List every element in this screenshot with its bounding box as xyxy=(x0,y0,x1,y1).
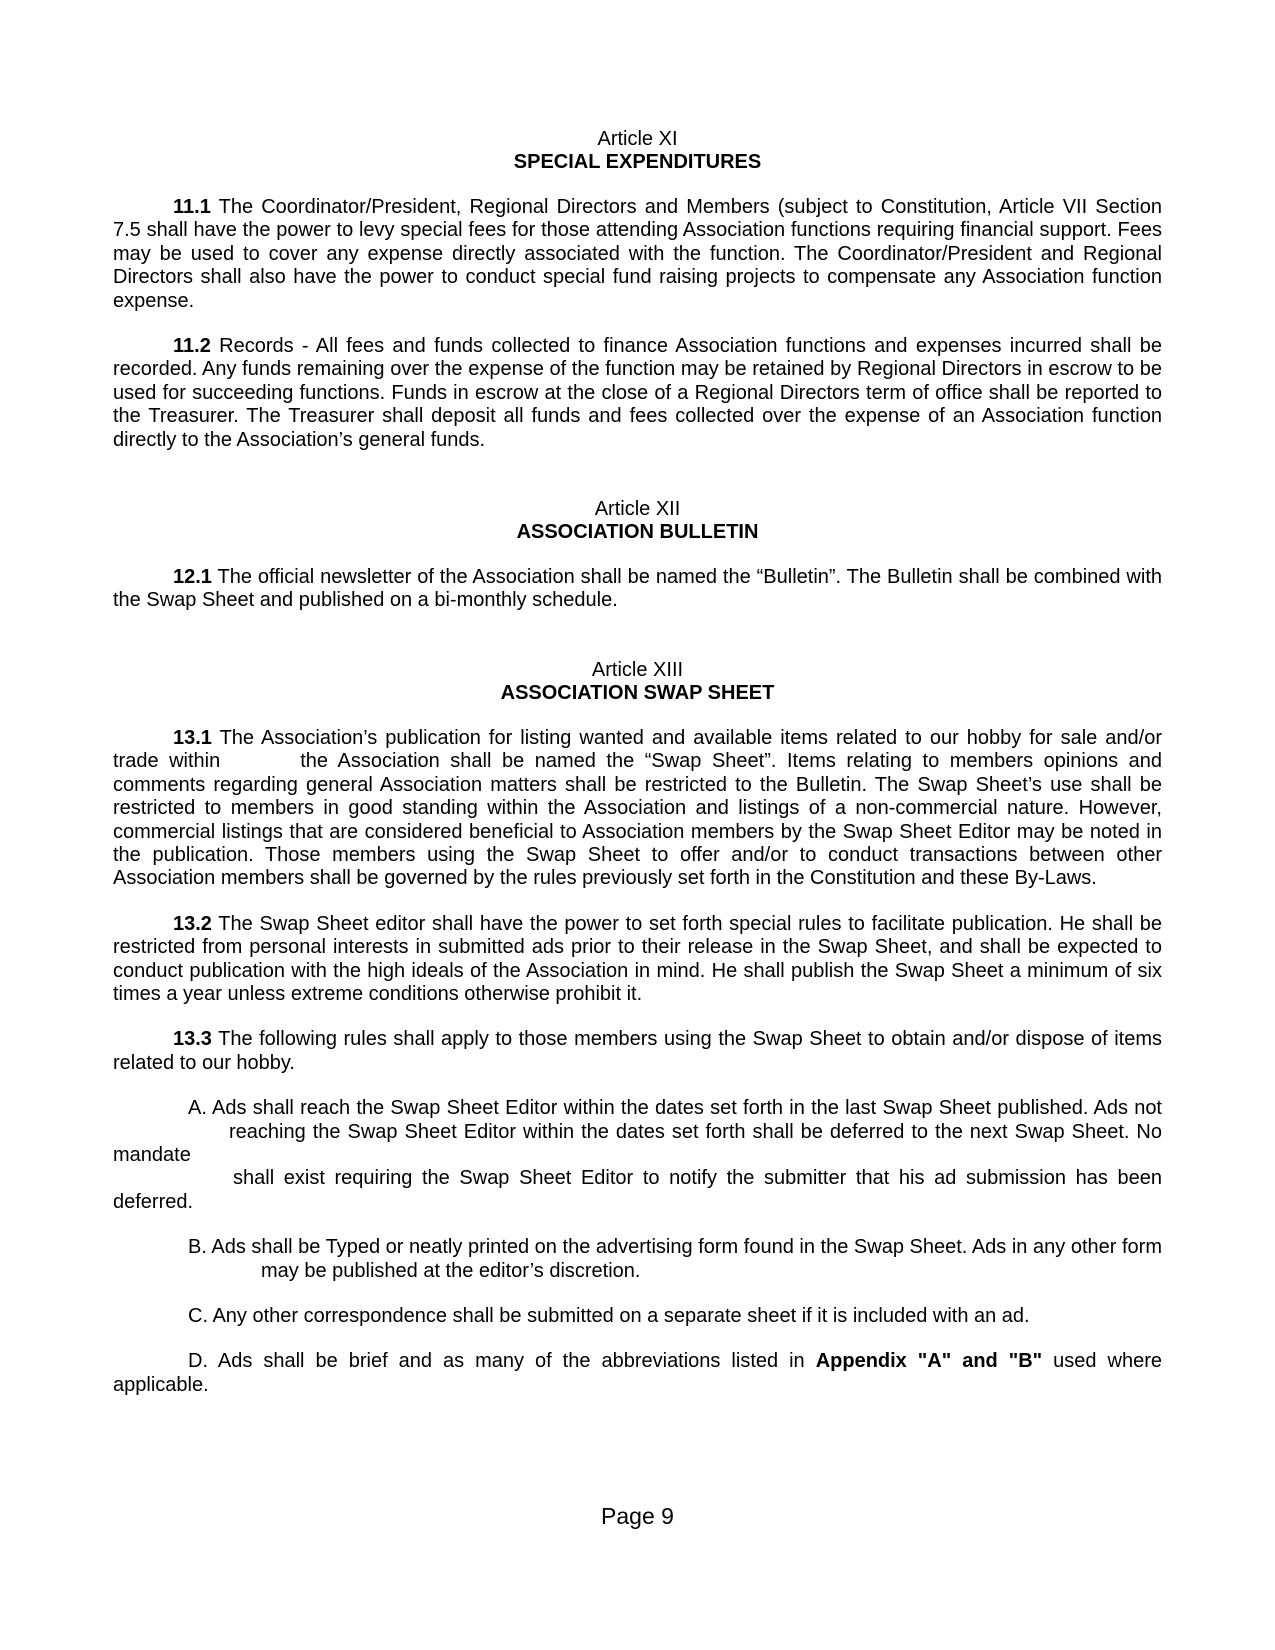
rule-d xyxy=(113,1350,1162,1397)
section-text: The Swap Sheet editor shall have the power to set forth special rules to facilitate publication. He shall be restricted from personal interests in submitted ads prior to their release in the Swap Sheet, and shall be expected to conduct publication with the high ideals of the Association in mind. He shall publish the Swap Sheet a minimum of six times a year unless extreme conditions otherwise prohibit it. xyxy=(113,912,1162,1005)
section-number: 11.2 xyxy=(173,335,211,358)
article-number: Article XIII xyxy=(591,658,684,681)
section-number: 13.2 xyxy=(173,912,212,935)
section-text: The following rules shall apply to those members using the Swap Sheet to obtain and/or dispose of items related to our hobby. xyxy=(113,1028,1163,1074)
appendix-reference: Appendix "A" and "B" xyxy=(815,1350,1043,1373)
section-12-1 xyxy=(113,566,1162,613)
article-title: SPECIAL EXPENDITURES xyxy=(513,151,762,173)
section-11-2 xyxy=(113,335,1162,452)
section-text-cont: the Association shall be named the “Swap Sheet”. Items relating to members opinions and comments regarding general Association matters shall be restricted to the Bulletin. The Swap Sheet’s use shall be restricted to members in good standing within the Association and listings of a non-commercial nature. However, commercial listings that are considered beneficial to Association members by the Swap Sheet Editor may be noted in the publication. Those members using the Swap Sheet to offer and/or to conduct transactions between other Association members shall be governed by the rules previously set forth in the Constitution and these By-Laws. xyxy=(113,750,1162,890)
article-heading xyxy=(113,659,1162,705)
rule-a-text-end: shall exist requiring the Swap Sheet Editor to notify the submitter that his ad submission has been deferred. xyxy=(113,1167,1162,1213)
article-heading xyxy=(113,128,1162,174)
section-11-1 xyxy=(113,196,1162,313)
article-heading xyxy=(113,498,1162,544)
rule-b xyxy=(113,1236,1162,1283)
section-13-1 xyxy=(113,727,1162,891)
section-number: 13.1 xyxy=(173,726,212,749)
rule-c-text: C. Any other correspondence shall be submitted on a separate sheet if it is included with an ad. xyxy=(188,1305,1030,1327)
rule-a xyxy=(113,1097,1162,1214)
section-text: The Coordinator/President, Regional Directors and Members (subject to Constitution, Article VII Section 7.5 shall have the power to levy special fees for those attending Association functions requiring financial support. Fees may be used to cover any expense directly associated with the function. The Coordinator/President and Regional Directors shall also have the power to conduct special fund raising projects to compensate any Association function expense. xyxy=(113,196,1163,312)
section-13-2 xyxy=(113,913,1162,1007)
rule-a-text: A. Ads shall reach the Swap Sheet Editor within the dates set forth in the last Swap Sheet published. Ads not xyxy=(188,1097,1162,1120)
rule-b-text: B. Ads shall be Typed or neatly printed on the advertising form found in the Swap Sheet. Ads in any other form xyxy=(188,1236,1162,1259)
rule-b-text-cont: may be published at the editor’s discretion. xyxy=(261,1259,641,1282)
rule-d-text: D. Ads shall be brief and as many of the abbreviations listed in xyxy=(188,1350,805,1373)
section-text: The Association’s publication for listing wanted and available items related to our hobby for sale and/or trade within xyxy=(113,726,1162,773)
section-lead: Records - xyxy=(219,335,309,358)
article-title: ASSOCIATION SWAP SHEET xyxy=(500,681,775,704)
article-number: Article XII xyxy=(594,498,681,521)
article-title: ASSOCIATION BULLETIN xyxy=(516,521,759,544)
section-number: 13.3 xyxy=(173,1028,212,1051)
page-number: Page 9 xyxy=(601,1503,674,1529)
article-number: Article XI xyxy=(597,128,678,150)
document-page xyxy=(113,128,1162,1397)
section-13-3 xyxy=(113,1028,1162,1075)
section-number: 11.1 xyxy=(173,196,211,218)
rule-a-text-cont: reaching the Swap Sheet Editor within the dates set forth shall be deferred to the next Swap Sheet. No mandate xyxy=(113,1120,1162,1166)
section-text: All fees and funds collected to finance Association functions and expenses incurred shall be recorded. Any funds remaining over the expense of the function may be retained by Regional Directors in escrow to be used for succeeding functions. Funds in escrow at the close of a Regional Directors term of office shall be reported to the Treasurer. The Treasurer shall deposit all funds and fees collected over the expense of an Association function directly to the Association’s general funds. xyxy=(113,335,1162,451)
rule-c xyxy=(113,1305,1162,1328)
section-text: The official newsletter of the Association shall be named the “Bulletin”. The Bulletin shall be combined with the Swap Sheet and published on a bi-monthly schedule. xyxy=(113,566,1162,612)
rule-d-text-cont: used where applicable. xyxy=(113,1350,1162,1396)
section-number: 12.1 xyxy=(173,566,212,589)
